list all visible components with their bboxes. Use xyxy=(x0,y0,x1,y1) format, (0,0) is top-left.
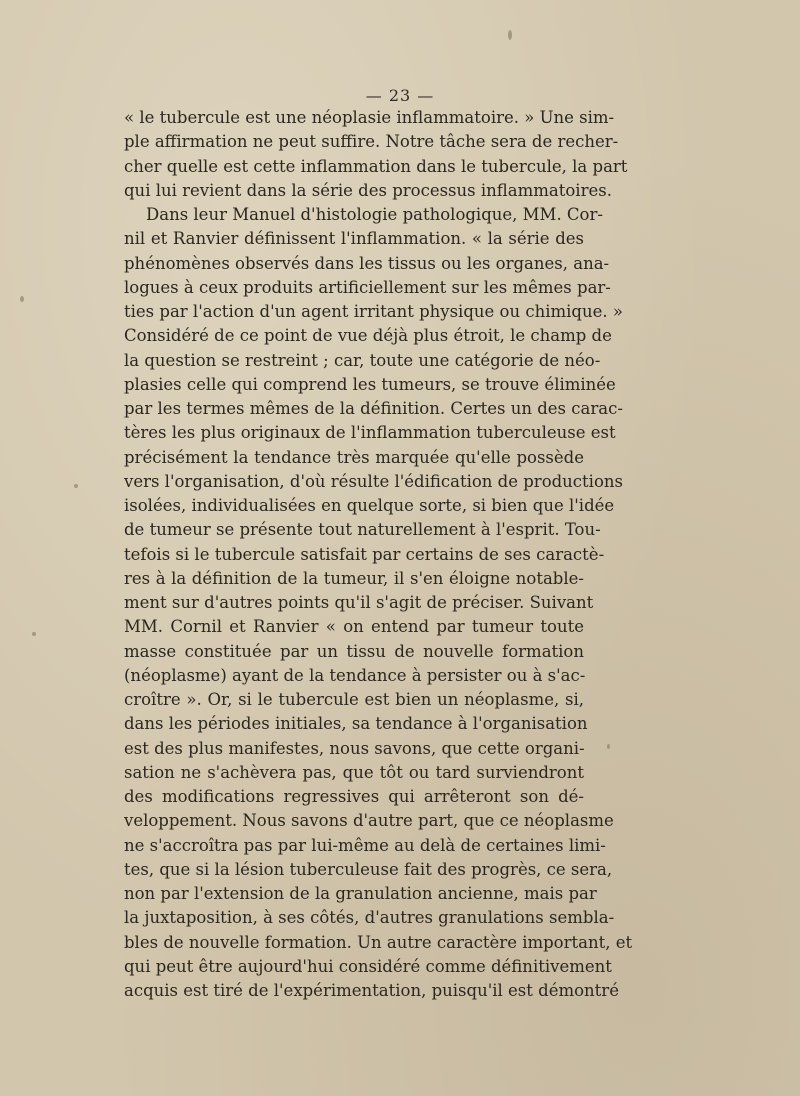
paper-speck xyxy=(607,744,610,749)
text-line: tefois si le tubercule satisfait par certains de ses caractè- xyxy=(124,544,605,564)
text-line: Considéré de ce point de vue déjà plus étroit, le champ de xyxy=(124,326,612,346)
text-line: (néoplasme) ayant de la tendance à persister ou à s'ac- xyxy=(124,665,586,685)
text-line: ple affirmation ne peut suffire. Notre tâche sera de recher- xyxy=(124,132,619,152)
text-line: isolées, individualisées en quelque sorte, si bien que l'idée xyxy=(124,496,615,515)
text-line: plasies celle qui comprend les tumeurs, se trouve éliminée xyxy=(124,374,616,394)
paper-speck xyxy=(74,484,78,488)
text-line: logues à ceux produits artificiellement sur les mêmes par- xyxy=(124,277,611,297)
text-line: « le tubercule est une néoplasie inflammatoire. » Une sim- xyxy=(124,108,615,127)
text-line: phénomènes observés dans les tissus ou les organes, ana- xyxy=(124,253,610,273)
text-line: croître ». Or, si le tubercule est bien un néoplasme, si, xyxy=(124,690,584,709)
text-line: ties par l'action d'un agent irritant physique ou chimique. » xyxy=(124,302,623,321)
text-line: ne s'accroîtra pas par lui-même au delà de certaines limi- xyxy=(124,835,606,855)
text-line: qui lui revient dans la série des processus inflammatoires. xyxy=(124,180,612,200)
text-line: la question se restreint ; car, toute une catégorie de néo- xyxy=(124,350,601,370)
text-line: nil et Ranvier définissent l'inflammation. « la série des xyxy=(124,229,584,249)
text-line: res à la définition de la tumeur, il s'en éloigne notable- xyxy=(124,568,584,588)
text-line: la juxtaposition, à ses côtés, d'autres granulations sembla- xyxy=(124,908,615,928)
text-line: par les termes mêmes de la définition. Certes un des carac- xyxy=(124,399,623,418)
text-line: tes, que si la lésion tuberculeuse fait des progrès, ce sera, xyxy=(124,859,613,879)
text-line: tères les plus originaux de l'inflammation tuberculeuse est xyxy=(124,423,616,443)
text-line: cher quelle est cette inflammation dans le tubercule, la part xyxy=(124,156,628,176)
text-line: MM. Cornil et Ranvier « on entend par tumeur toute xyxy=(124,617,584,637)
text-line: vers l'organisation, d'où résulte l'édification de productions xyxy=(124,471,623,491)
text-line: précisément la tendance très marquée qu'elle possède xyxy=(124,447,584,467)
text-line: bles de nouvelle formation. Un autre caractère important, et xyxy=(124,932,633,952)
paragraph-start-line: Dans leur Manuel d'histologie pathologique, MM. Cor- xyxy=(146,205,603,224)
text-line: qui peut être aujourd'hui considéré comme définitivement xyxy=(124,956,612,976)
text-line: de tumeur se présente tout naturellement à l'esprit. Tou- xyxy=(124,520,601,540)
text-line: est des plus manifestes, nous savons, que cette organi- xyxy=(124,738,585,758)
text-line: non par l'extension de la granulation ancienne, mais par xyxy=(124,884,597,903)
text-line: des modifications regressives qui arrêteront son dé- xyxy=(124,787,584,806)
paper-speck xyxy=(508,30,512,40)
text-line: ment sur d'autres points qu'il s'agit de préciser. Suivant xyxy=(124,593,594,612)
paper-speck xyxy=(32,632,36,636)
page-number: — 23 — xyxy=(365,86,435,105)
text-line: veloppement. Nous savons d'autre part, que ce néoplasme xyxy=(124,811,614,831)
text-line: acquis est tiré de l'expérimentation, puisqu'il est démontré xyxy=(124,981,619,1000)
text-line: masse constituée par un tissu de nouvelle formation xyxy=(124,641,584,661)
text-line: dans les périodes initiales, sa tendance à l'organisation xyxy=(124,714,588,734)
body-text xyxy=(124,106,633,1003)
text-line: sation ne s'achèvera pas, que tôt ou tard surviendront xyxy=(124,762,584,782)
paper-speck xyxy=(20,296,24,302)
